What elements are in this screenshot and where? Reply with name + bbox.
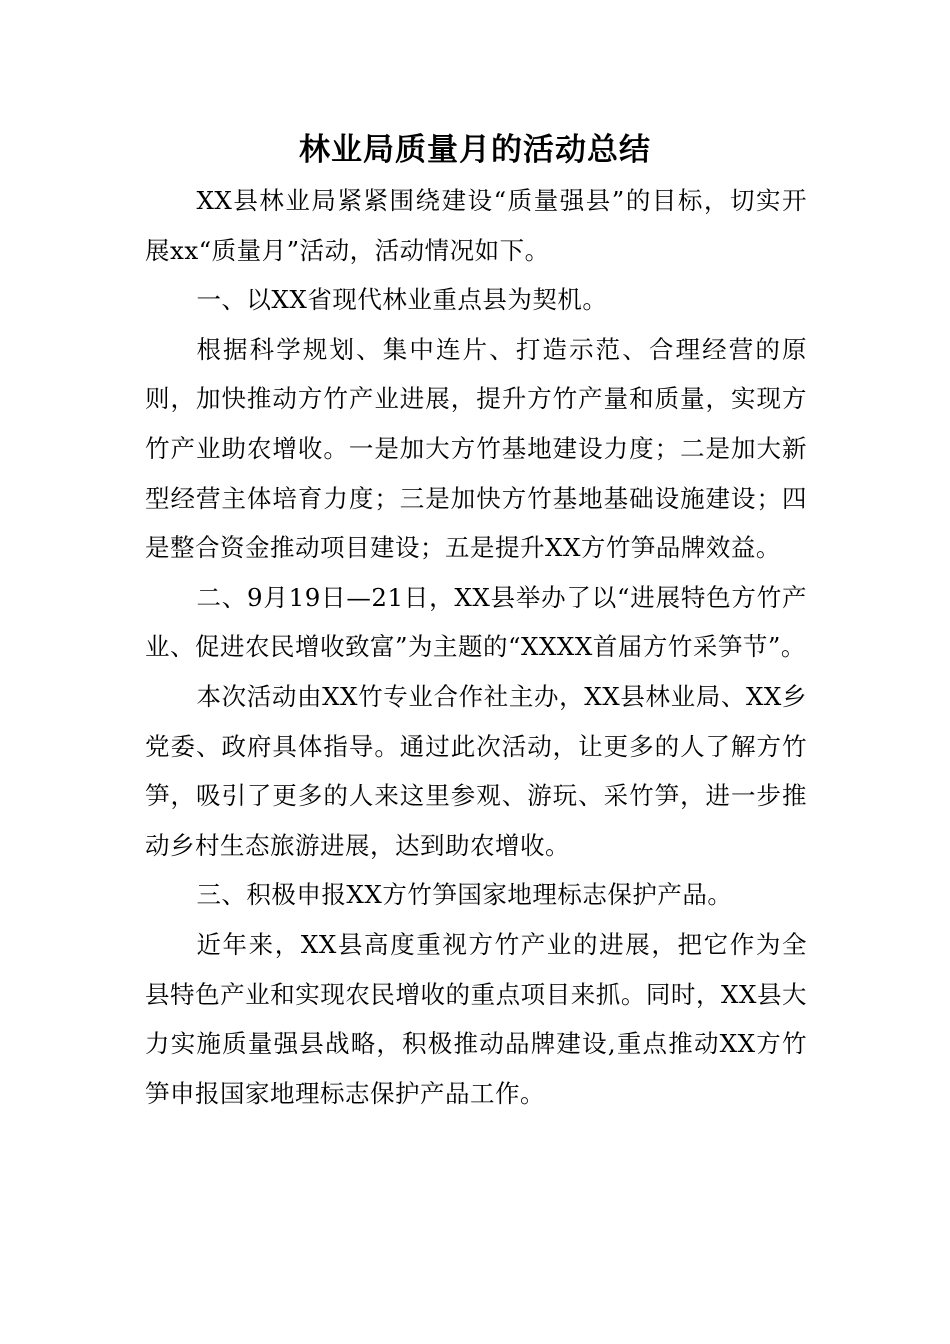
paragraph-section-1: 根据科学规划、集中连片、打造示范、合理经营的原则，加快推动方竹产业进展，提升方竹产量和质量，实现方竹产业助农增收。一是加大方竹基地建设力度；二是加大新型经营主体培育力度；三是加快方竹基地基础设施建设；四是整合资金推动项目建设；五是提升XX方竹笋品牌效益。: [145, 334, 807, 563]
document-body: [145, 176, 807, 1118]
paragraph-section-3: 近年来，XX县高度重视方竹产业的进展，把它作为全县特色产业和实现农民增收的重点项目来抓。同时，XX县大力实施质量强县战略，积极推动品牌建设,重点推动XX方竹笋申报国家地理标志保护产品工作。: [145, 929, 807, 1108]
paragraph-section-2: 本次活动由XX竹专业合作社主办，XX县林业局、XX乡党委、政府具体指导。通过此次活动，让更多的人了解方竹笋，吸引了更多的人来这里参观、游玩、采竹笋，进一步推动乡村生态旅游进展，达到助农增收。: [145, 681, 807, 860]
section-heading-1: 一、以XX省现代林业重点县为契机。: [196, 285, 608, 315]
paragraph-intro: XX县林业局紧紧围绕建设“质量强县”的目标，切实开展xx“质量月”活动，活动情况如下。: [145, 186, 807, 265]
section-heading-2: 二、9月19日—21日，XX县举办了以“进展特色方竹产业、促进农民增收致富”为主题的“XXXX首届方竹采笋节”。: [145, 582, 807, 662]
document-title: 林业局质量月的活动总结: [299, 132, 651, 168]
section-heading-3: 三、积极申报XX方竹笋国家地理标志保护产品。: [196, 880, 733, 910]
